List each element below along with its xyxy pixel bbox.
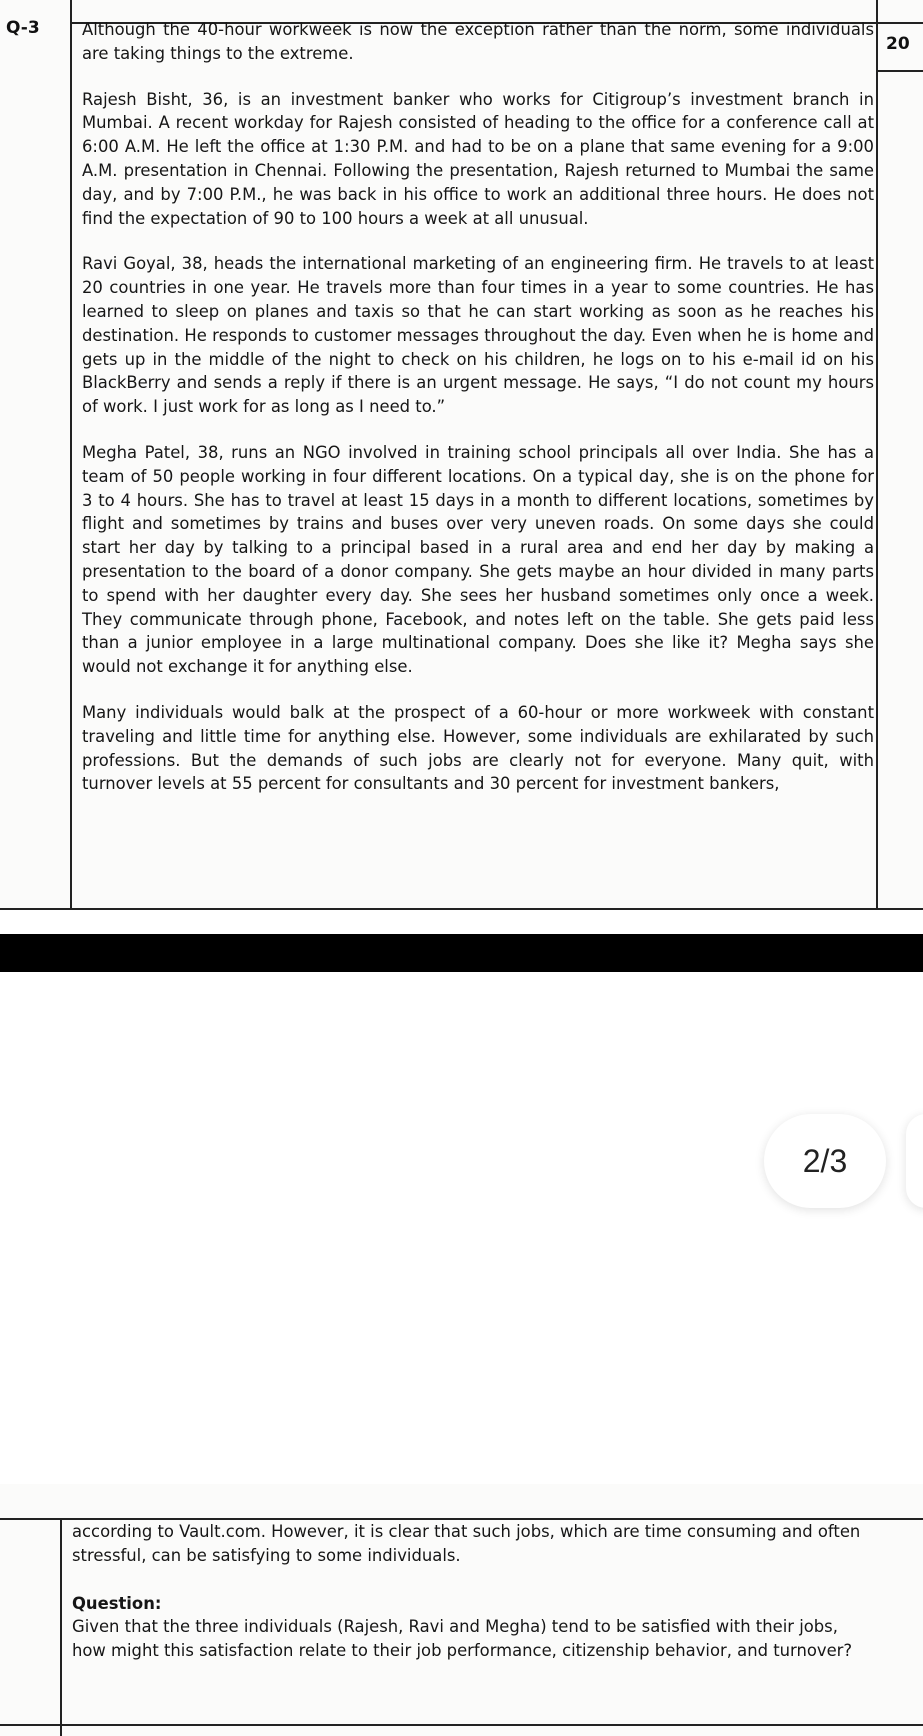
marks-rule xyxy=(876,70,923,72)
question-label: Q-3 xyxy=(6,18,40,38)
page-indicator[interactable]: 2/3 xyxy=(764,1114,886,1208)
passage-rajesh: Rajesh Bisht, 36, is an investment banker who works for Citigroup’s investment branch in Mumbai. A recent workday for Rajesh consisted of heading to the office for a conference call at 6:00 A.M. He left the office at 1:30 P.M. and had to be on a plane that same evening for a 9:00 A.M. presentation in Chennai. Following the presentation, Rajesh returned to Mumbai the same day, and by 7:00 P.M., he was back in his office to work an additional three hours. He does not find the expectation of 90 to 100 hours a week at all unusual. xyxy=(82,89,874,228)
black-band xyxy=(0,934,923,972)
next-page-handle[interactable] xyxy=(906,1114,923,1208)
bottom-rule xyxy=(0,908,923,910)
right-column-rule xyxy=(876,0,878,910)
passage-many: Many individuals would balk at the prospect of a 60-hour or more workweek with constant traveling and little time for anything else. However, some individuals are exhilarated by such professions. But the demands of such jobs are clearly not for everyone. Many quit, with turnover levels at 55 percent for consultants and 30 percent for investment bankers, xyxy=(82,702,874,794)
marks-label: 20 xyxy=(886,34,910,54)
passage-intro: Although the 40-hour workweek is now the exception rather than the norm, some individuals are taking things to the extreme. xyxy=(82,20,874,63)
question-heading: Question: xyxy=(72,1593,162,1613)
bottom-page-left-rule xyxy=(60,1518,62,1736)
continuation-block xyxy=(72,1520,872,1687)
question-block xyxy=(72,1592,872,1663)
question-text: Given that the three individuals (Rajesh, Ravi and Megha) tend to be satisfied with their jobs, how might this satisfaction relate to their job performance, citizenship behavior, and turnover? xyxy=(72,1617,853,1661)
bottom-page-bottom-rule xyxy=(0,1724,923,1726)
passage xyxy=(82,18,874,796)
left-column-rule xyxy=(70,0,72,910)
passage-ravi: Ravi Goyal, 38, heads the international marketing of an engineering firm. He travels to at least 20 countries in one year. He travels more than four times in a year to some countries. He has learned to sleep on planes and taxis so that he can start working as soon as he reaches his destination. He responds to customer messages throughout the day. Even when he is home and gets up in the middle of the night to check on his children, he logs on to his e-mail id on his BlackBerry and sends a reply if there is an urgent message. He says, “I do not count my hours of work. I just work for as long as I need to.” xyxy=(82,254,874,417)
passage-megha: Megha Patel, 38, runs an NGO involved in training school principals all over India. She has a team of 50 people working in four different locations. On a typical day, she is on the phone for 3 to 4 hours. She has to travel at least 15 days in a month to different locations, sometimes by flight and sometimes by trains and buses over very uneven roads. On some days she could start her day by talking to a principal based in a rural area and end her day by making a presentation to the board of a donor company. She gets maybe an hour divided in many parts to spend with her daughter every day. She sees her husband sometimes only once a week. They communicate through phone, Facebook, and notes left on the table. She gets paid less than a junior employee in a large multinational company. Does she like it? Megha says she would not exchange it for anything else. xyxy=(82,442,874,677)
continuation-text: according to Vault.com. However, it is clear that such jobs, which are time consuming and often stressful, can be satisfying to some individuals. xyxy=(72,1522,861,1565)
